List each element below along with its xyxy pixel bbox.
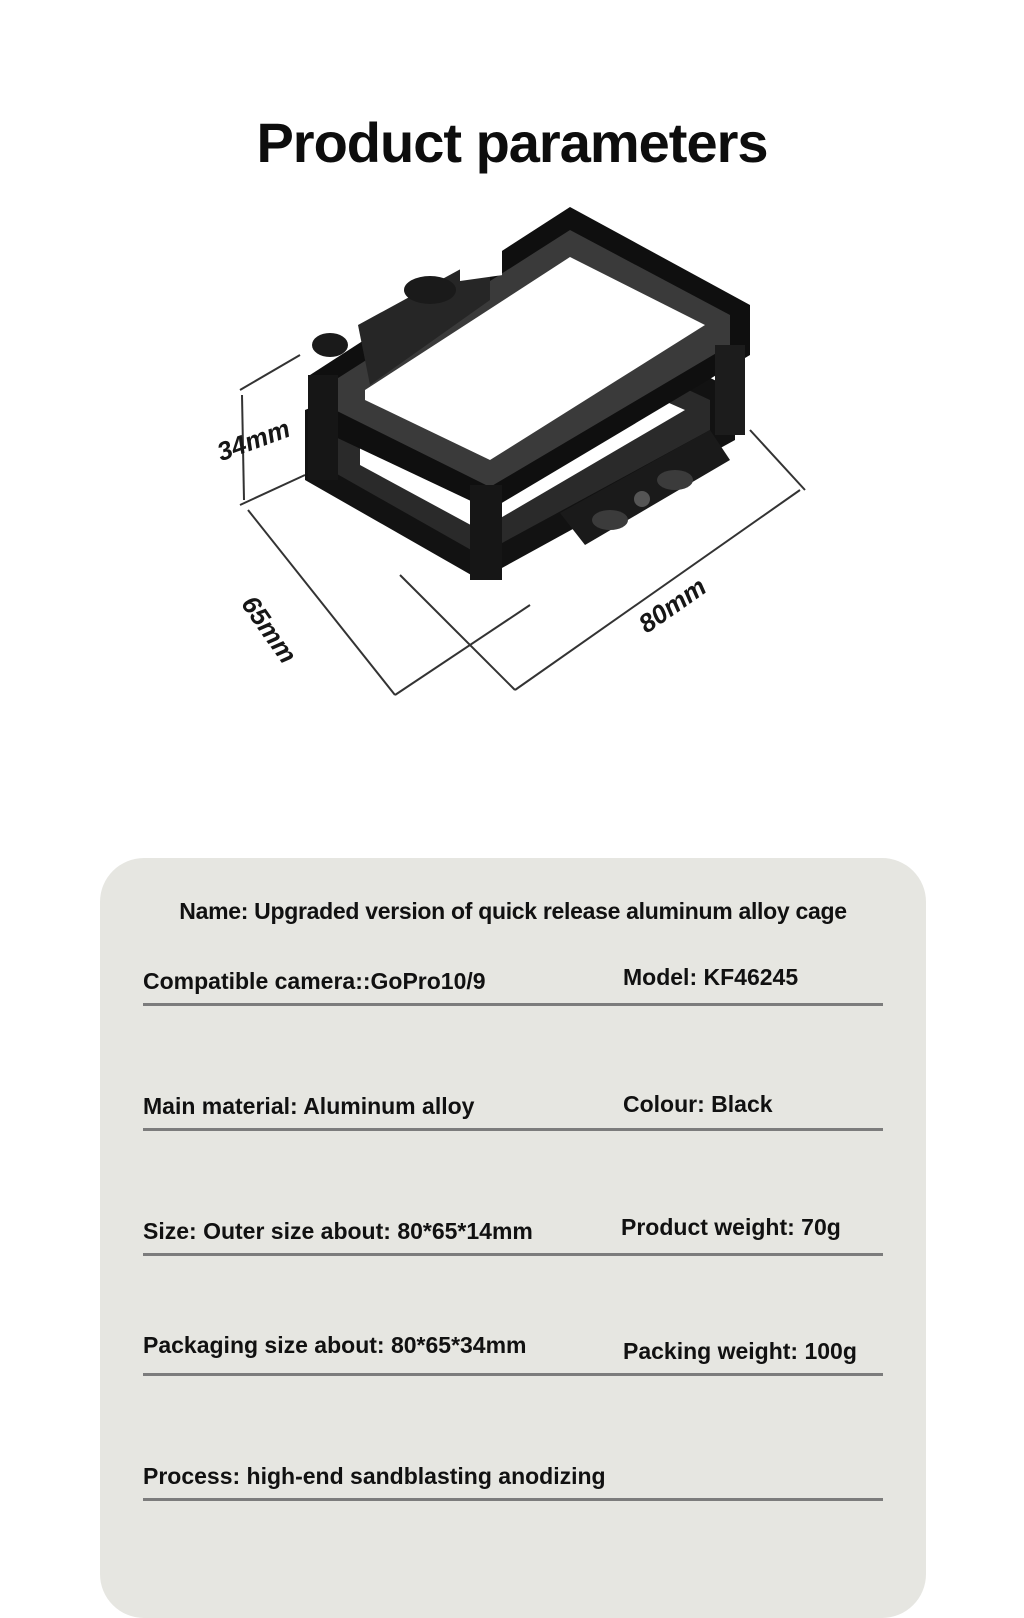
product-image [190, 195, 830, 735]
spec-product-name: Name: Upgraded version of quick release aluminum alloy cage [179, 898, 847, 924]
spec-row [143, 1193, 883, 1256]
cage-body [305, 207, 750, 580]
spec-packaging-size: Packaging size about: 80*65*34mm [143, 1332, 527, 1358]
dimension-width-label: 80mm [632, 571, 712, 639]
spec-card [100, 858, 926, 1618]
spec-outer-size: Size: Outer size about: 80*65*14mm [143, 1218, 533, 1244]
spec-row [143, 1068, 883, 1131]
spec-row [143, 1438, 883, 1501]
spec-product-weight: Product weight: 70g [621, 1214, 841, 1240]
dimension-depth-label: 65mm [235, 590, 304, 669]
spec-process: Process: high-end sandblasting anodizing [143, 1463, 606, 1489]
spec-compatible-camera: Compatible camera::GoPro10/9 [143, 968, 486, 994]
spec-model: Model: KF46245 [623, 964, 799, 990]
spec-row [143, 943, 883, 1006]
spec-main-material: Main material: Aluminum alloy [143, 1093, 475, 1119]
spec-colour: Colour: Black [623, 1091, 773, 1117]
spec-packing-weight: Packing weight: 100g [623, 1338, 857, 1364]
page-title: Product parameters [256, 111, 768, 174]
spec-row [143, 1313, 883, 1376]
dimension-height-label: 34mm [212, 413, 294, 467]
